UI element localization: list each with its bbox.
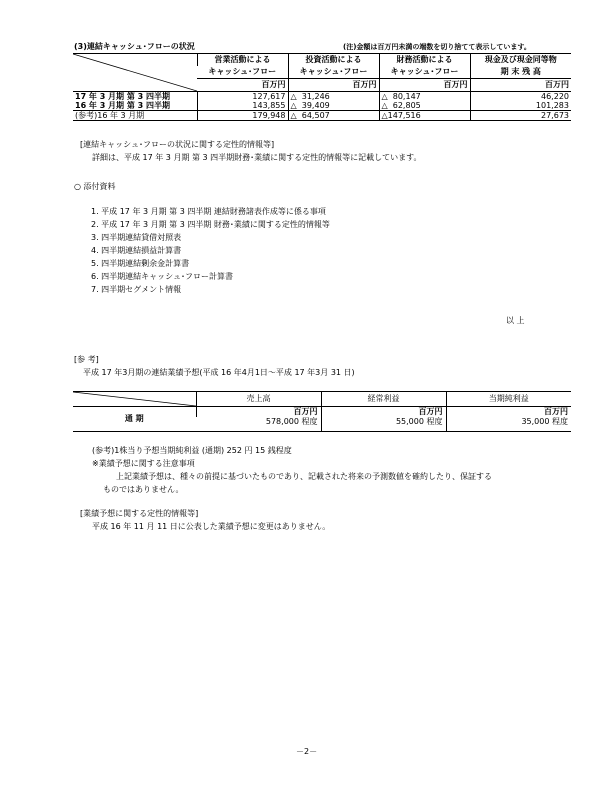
fc-corner-cell [73,392,196,407]
cf-header-financing: 財務活動による [379,54,470,66]
cash-flow-table [73,53,571,121]
operating-value: 127,617 [197,92,288,102]
reference-subtitle: 平成 17 年3月期の連結業績予想(平成 16 年4月1日～平成 17 年3月 31 日) [83,368,355,377]
table-row [73,92,571,102]
cf-unit: 百万円 [261,80,286,90]
fc-sales-value: 578,000 程度 [265,417,318,426]
qualitative-cf-heading: [連結キャッシュ･フローの状況に関する定性的情報等] [80,140,275,149]
cf-header-cash-2: 期 末 残 高 [470,66,571,78]
fc-header-ordinary-profit: 経常利益 [321,392,446,407]
fc-unit: 百万円 [446,407,571,418]
caution-line-2: ものではありません。 [103,485,184,494]
cf-header-financing-2: キャッシュ･フロー [379,66,470,78]
caution-title: ※業績予想に関する注意事項 [92,459,195,468]
cash-value: 46,220 [470,92,571,102]
list-item: 2. 平成 17 年 3 月期 第 3 四半期 財務･業績に関する定性的情報等 [91,220,330,229]
caution-line-1: 上記業績予想は、種々の前提に基づいたものであり、記載された将来の予測数値を確約したり、保証する [116,472,492,481]
list-item: 6. 四半期連結キャッシュ･フロー計算書 [91,272,234,281]
list-item: 3. 四半期連結貸借対照表 [91,233,182,242]
operating-value: 143,855 [197,101,288,111]
fc-row-label: 通 期 [124,414,144,423]
list-item: 5. 四半期連結剰余金計算書 [91,259,190,268]
diagonal-line [73,392,196,406]
table-row [73,101,571,111]
cf-unit: 百万円 [288,78,379,91]
cf-header-investing: 投資活動による [288,54,379,66]
attachments-list [91,205,330,296]
fc-header-sales: 売上高 [196,392,321,407]
financing-value: △147,516 [379,111,470,121]
attachments-heading: ○ 添付資料 [74,182,116,191]
financing-value: △ 80,147 [379,92,470,102]
cf-corner-cell [73,54,197,92]
page-number: －2－ [296,747,318,756]
fc-ordinary-profit-value: 55,000 程度 [321,417,446,432]
diagonal-line [73,54,197,91]
cf-unit: 百万円 [470,78,571,91]
investing-value: △ 64,507 [288,111,379,121]
cf-unit: 百万円 [379,78,470,91]
cf-section-title: (3)連結キャッシュ･フローの状況 [74,42,195,51]
cf-header-cash: 現金及び現金同等物 [470,54,571,66]
investing-value: △ 39,409 [288,101,379,111]
row-label: 17 年 3 月期 第 3 四半期 [75,92,170,101]
qualitative-forecast-body: 平成 16 年 11 月 11 日に公表した業績予想に変更はありません。 [92,522,331,531]
table-row [73,111,571,121]
cf-amount-note: (注)金額は百万円未満の端数を切り捨てて表示しています。 [343,43,531,51]
forecast-table [73,391,571,432]
closing-text: 以 上 [506,316,525,325]
fc-unit: 百万円 [321,407,446,418]
operating-value: 179,948 [197,111,288,121]
row-label: 16 年 3 月期 第 3 四半期 [75,101,170,110]
list-item: 7. 四半期セグメント情報 [91,285,182,294]
investing-value: △ 31,246 [288,92,379,102]
cf-header-operating-2: キャッシュ･フロー [208,67,277,77]
cf-header-operating: 営業活動による [197,54,288,66]
cf-header-investing-2: キャッシュ･フロー [288,66,379,78]
reference-heading: [参 考] [74,355,99,364]
list-item: 1. 平成 17 年 3 月期 第 3 四半期 連結財務諸表作成等に係る事項 [91,207,326,216]
qualitative-cf-body: 詳細は、平成 17 年 3 月期 第 3 四半期財務･業績に関する定性的情報等に記載しています。 [92,153,422,162]
eps-note: (参考)1株当り予想当期純利益 (通期) 252 円 15 銭程度 [92,446,292,455]
fc-net-income-value: 35,000 程度 [446,417,571,432]
cash-value: 101,283 [470,101,571,111]
row-label: (参考)16 年 3 月期 [75,111,145,120]
cash-value: 27,673 [470,111,571,121]
fc-unit: 百万円 [196,407,321,418]
list-item: 4. 四半期連結損益計算書 [91,246,182,255]
qualitative-forecast-heading: [業績予想に関する定性的情報等] [80,509,199,518]
financing-value: △ 62,805 [379,101,470,111]
fc-header-net-income: 当期純利益 [446,392,571,407]
